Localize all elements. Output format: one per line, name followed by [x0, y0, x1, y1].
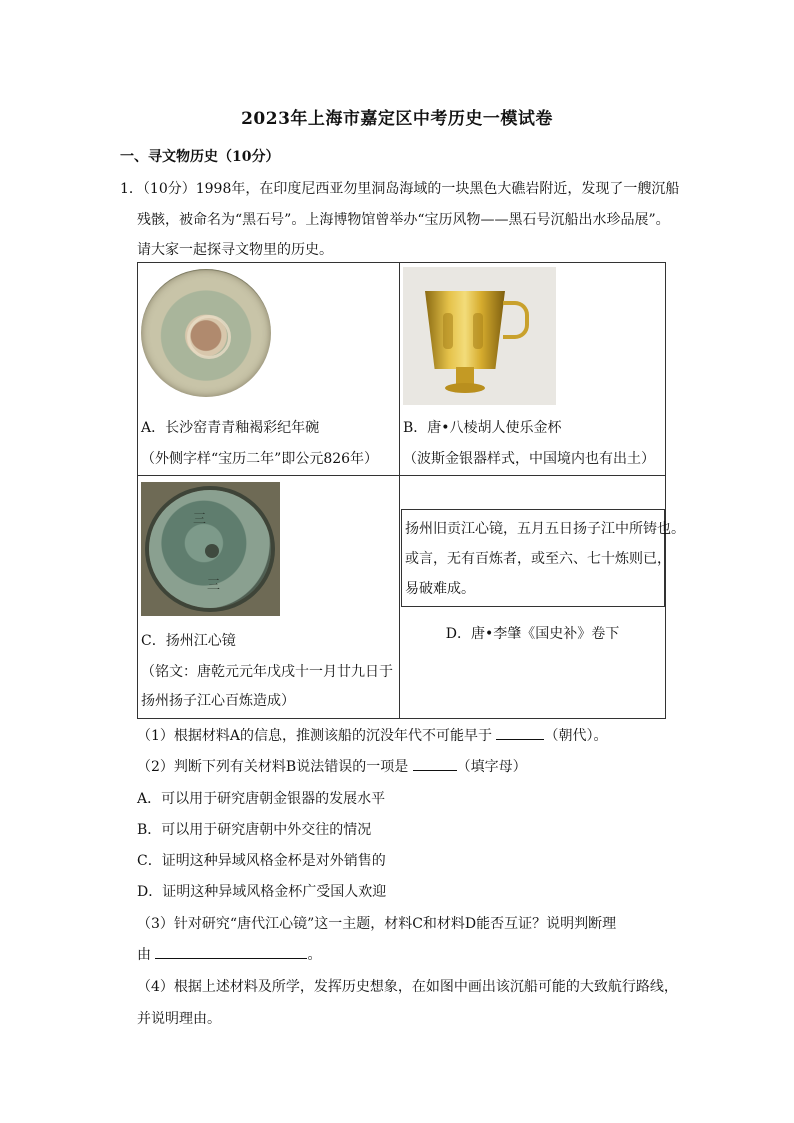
- bronze-mirror-image: [141, 482, 280, 616]
- material-d-quote-box: [401, 509, 685, 607]
- section-heading: 一、寻文物历史（10分）: [120, 149, 280, 165]
- question-continuation-2: 请大家一起探寻文物里的历史。: [137, 242, 333, 258]
- mirror-mark-bottom: 三: [207, 578, 221, 593]
- material-b-caption: B．唐•八棱胡人使乐金杯: [403, 420, 562, 436]
- subquestion-1-suffix: （朝代）。: [544, 728, 608, 744]
- subquestion-3-suffix: 。: [307, 947, 322, 963]
- quote-line-2: 或言，无有百炼者，或至六、七十炼则已，: [405, 551, 671, 567]
- subquestion-1: [137, 725, 607, 745]
- material-a-caption: A．长沙窑青青釉褐彩纪年碗: [141, 420, 320, 436]
- subquestion-4-cont: 并说明理由。: [137, 1011, 221, 1027]
- question-continuation-1: 残骸，被命名为“黑石号”。上海博物馆曾举办“宝历风物——黑石号沉船出水珍品展”。: [137, 212, 670, 228]
- page-title: 2023年上海市嘉定区中考历史一模试卷: [241, 109, 553, 129]
- subquestion-1-text: （1）根据材料A的信息，推测该船的沉没年代不可能早于: [137, 728, 497, 744]
- option-c: C．证明这种异域风格金杯是对外销售的: [137, 853, 386, 869]
- question-lead: 1．（10分）1998年，在印度尼西亚勿里洞岛海域的一块黑色大礁岩附近，发现了一艘沉船: [120, 181, 680, 197]
- quote-line-3: 易破难成。: [405, 581, 475, 597]
- material-b-note: （波斯金银器样式，中国境内也有出土）: [403, 451, 655, 467]
- option-a: A．可以用于研究唐朝金银器的发展水平: [137, 791, 386, 807]
- material-c-caption: C．扬州江心镜: [141, 633, 236, 649]
- material-d-cell: [400, 476, 685, 719]
- subquestion-2-suffix: （填字母）: [456, 759, 527, 775]
- gold-cup-image: [403, 267, 556, 405]
- bowl-image: [141, 269, 271, 397]
- material-a-note: （外侧字样“宝历二年”即公元826年）: [141, 451, 379, 467]
- subquestion-4: （4）根据上述材料及所学，发挥历史想象，在如图中画出该沉船可能的大致航行路线，: [137, 979, 678, 995]
- material-b-cell: [400, 263, 666, 476]
- subquestion-3-cont: [137, 944, 321, 964]
- materials-table: [137, 262, 685, 719]
- material-c-cell: [138, 476, 400, 719]
- answer-blank-2[interactable]: [413, 756, 457, 771]
- answer-blank-1[interactable]: [496, 725, 544, 740]
- mirror-mark-top: 三: [193, 512, 207, 527]
- quote-line-1: 扬州旧贡江心镜，五月五日扬子江中所铸也。: [405, 521, 685, 537]
- subquestion-3-prefix: 由: [137, 947, 156, 963]
- subquestion-2: [137, 756, 527, 776]
- option-d: D．证明这种异域风格金杯广受国人欢迎: [137, 884, 387, 900]
- material-a-cell: [138, 263, 400, 476]
- material-c-note: （铭文：唐乾元元年戊戌十一月廿九日于: [141, 664, 393, 680]
- material-d-source: D．唐•李肇《国史补》卷下: [445, 626, 620, 642]
- answer-blank-3[interactable]: [155, 944, 307, 959]
- subquestion-2-text: （2）判断下列有关材料B说法错误的一项是: [137, 759, 413, 775]
- subquestion-3: （3）针对研究“唐代江心镜”这一主题，材料C和材料D能否互证？说明判断理: [137, 916, 617, 932]
- option-b: B．可以用于研究唐朝中外交往的情况: [137, 822, 372, 838]
- material-c-note-cont: 扬州扬子江心百炼造成）: [141, 693, 295, 709]
